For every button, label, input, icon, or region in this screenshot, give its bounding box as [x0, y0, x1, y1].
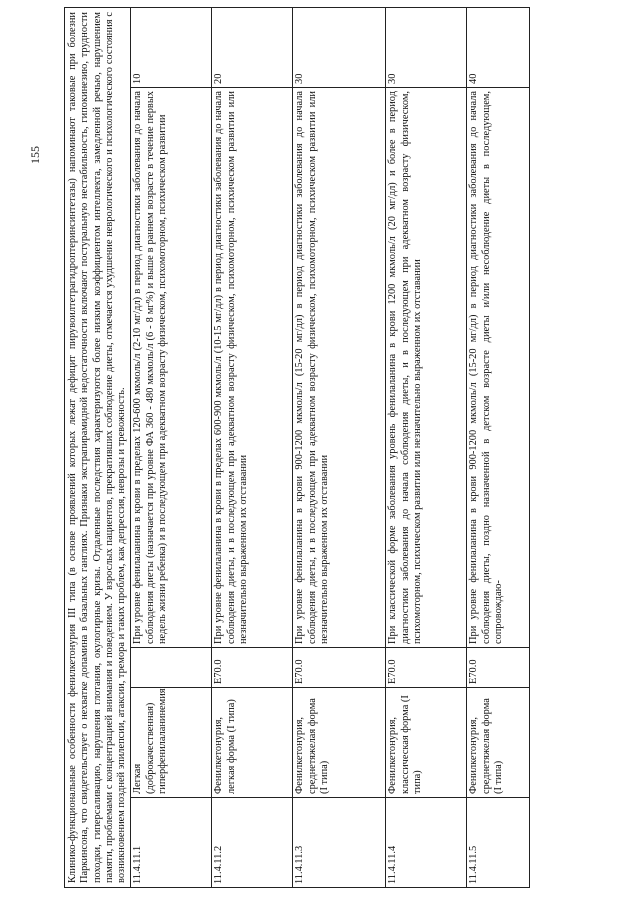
row-description: При классической форме заболевания уровень фенилаланина в крови 1200 мкмоль/л (20 мг/дл) и более в период диагностики заболевания до начала соблюдения диеты, и в последующем при адекватном возрасту физическом, психомоторном, психическом развитии или незначительно выраженном их отставании: [386, 88, 467, 648]
row-description: При уровне фенилаланина в крови в пределах 120-600 мкмоль/л (2-10 мг/дл) в период диагностики заболевания до начала соблюдения диеты (назначается при уровне ФА 360 - 480 мкмоль/л (6 - 8 мг%) и выше в раннем возрасте в течение первых недель жизни ребенка) и в последующем при адекватном возрасту физическом, психомоторном, психическом развитии: [131, 88, 212, 648]
row-icd: E70.0: [467, 648, 530, 688]
row-percent: 20: [212, 8, 293, 88]
row-icd: E70.0: [212, 648, 293, 688]
row-code: 11.4.11.2: [212, 798, 293, 888]
row-description: При уровне фенилаланина в крови в пределах 600-900 мкмоль/л (10-15 мг/дл) в период диагностики заболевания до начала соблюдения диеты, и в последующем при адекватном возрасту физическом, психомоторном, психическом развитии или незначительно выраженном их отставании: [212, 88, 293, 648]
row-description: При уровне фенилаланина в крови 900-1200 мкмоль/л (15-20 мг/дл) в период диагностики заболевания до начала соблюдения диеты, поздно назначенной в детском возрасте диеты и/или несоблюдение диеты в последующем, сопровождаю-: [467, 88, 530, 648]
row-name: Фенилкетонурия, классическая форма (I типа): [386, 688, 467, 798]
row-percent: 10: [131, 8, 212, 88]
row-code: 11.4.11.3: [293, 798, 386, 888]
row-name: Легкая (доброкачественная) гиперфенилаланинемия: [131, 688, 212, 798]
page-number: 155: [28, 146, 42, 164]
row-name: Фенилкетонурия, среднетяжелая форма (I типа): [467, 688, 530, 798]
row-code: 11.4.11.4: [386, 798, 467, 888]
disability-criteria-table: [64, 7, 530, 888]
row-icd: E70.0: [293, 648, 386, 688]
intro-paragraph: Клинико-функциональные особенности фенилкетонурия III типа (в основе проявлений которых лежат дефицит пирувоилтетрагидроптеринсинтетазы) напоминают таковые при болезни Паркинсона, что свидетельствует о нехватке допамина в базальных ганглиях. Признаки экстрапирамидной недостаточности включают постуральную нестабильность, гипокинезию, трудности походки, гиперсаливацию, нарушения глотания, окулогирные кризы. Отдаленные последствия характеризуются более низким коэффициентом интеллекта, замедленной речью, нарушением памяти, проблемами с концентрацией внимания и поведением. У взрослых пациентов, прекративших соблюдение диеты, отмечается ухудшение неврологического и психологического состояния с возникновением поздней эпилепсии, атаксии, тремора и таких проблем, как депрессия, неврозы и тревожность.: [65, 8, 131, 888]
row-percent: 30: [386, 8, 467, 88]
table-row: [467, 8, 530, 888]
table-row: [131, 8, 212, 888]
row-description: При уровне фенилаланина в крови 900-1200 мкмоль/л (15-20 мг/дл) в период диагностики заболевания до начала соблюдения диеты, и в последующем при адекватном возрасту физическом, психомоторном, психическом развитии или незначительно выраженном их отставании: [293, 88, 386, 648]
table-row: [386, 8, 467, 888]
row-icd: E70.0: [386, 648, 467, 688]
row-name: Фенилкетонурия, легкая форма (I типа): [212, 688, 293, 798]
row-code: 11.4.11.1: [131, 798, 212, 888]
row-icd: [131, 648, 212, 688]
rotated-table-area: [64, 8, 614, 888]
table-row: [293, 8, 386, 888]
row-name: Фенилкетонурия, среднетяжелая форма (I типа): [293, 688, 386, 798]
row-percent: 30: [293, 8, 386, 88]
table-row: [212, 8, 293, 888]
row-code: 11.4.11.5: [467, 798, 530, 888]
row-percent: 40: [467, 8, 530, 88]
